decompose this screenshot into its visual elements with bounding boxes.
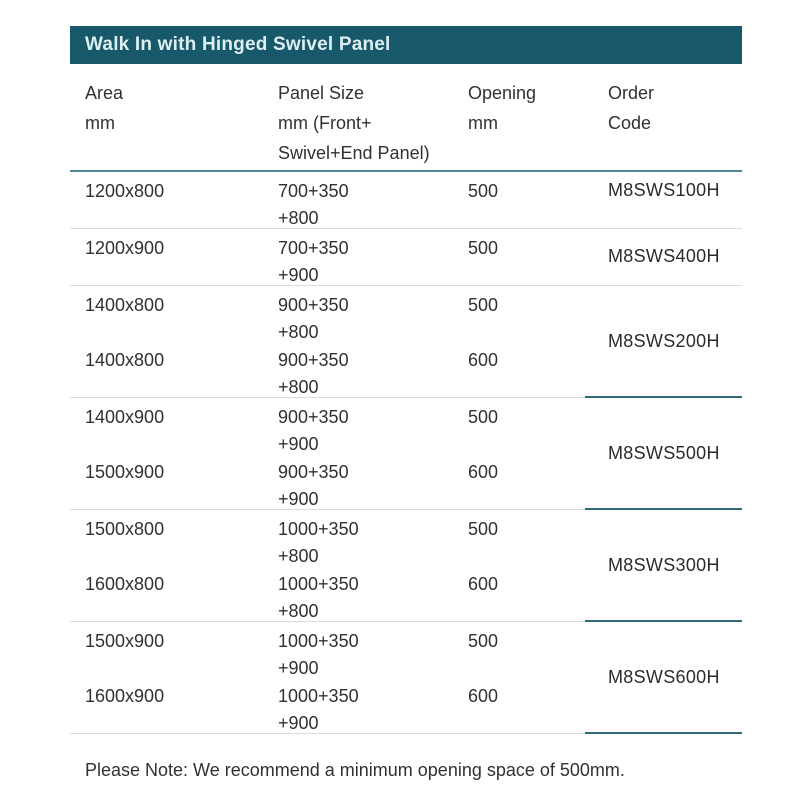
row-separator [70, 732, 742, 734]
order-code-cell: M8SWS300H [608, 554, 720, 575]
opening-cell: 500 [468, 519, 499, 539]
panel-size-cell [278, 229, 468, 284]
panel-size-line: 1000+350 [278, 519, 359, 539]
opening-cell: 600 [468, 574, 499, 594]
table-row-group [70, 622, 742, 732]
panel-size-cell [278, 677, 468, 732]
panel-size-cell [278, 172, 468, 227]
area-cell: 1500x900 [85, 631, 165, 651]
panel-size-line: +800 [278, 601, 319, 621]
panel-size-line: 900+350 [278, 295, 349, 315]
column-header-line: Order [608, 83, 655, 103]
column-header-area [85, 78, 278, 170]
panel-size-line: 900+350 [278, 462, 349, 482]
area-cell: 1400x900 [85, 407, 165, 427]
panel-size-cell [278, 286, 468, 341]
column-header-opening [468, 78, 608, 170]
column-header-line: Area [85, 83, 124, 103]
opening-cell: 500 [468, 181, 499, 201]
panel-size-line: +800 [278, 322, 319, 342]
panel-size-line: 900+350 [278, 407, 349, 427]
panel-size-cell [278, 510, 468, 565]
column-header-line: Swivel+End Panel) [278, 143, 430, 163]
panel-size-line: 1000+350 [278, 631, 359, 651]
table-title-bar [70, 26, 742, 64]
area-cell: 1600x900 [85, 686, 165, 706]
panel-size-line: +900 [278, 489, 319, 509]
table-body [70, 172, 742, 734]
order-code-cell: M8SWS400H [608, 246, 720, 266]
order-code-cell: M8SWS200H [608, 330, 720, 351]
panel-size-cell [278, 341, 468, 396]
panel-size-cell [278, 453, 468, 508]
column-header-line: Opening [468, 83, 537, 103]
order-code-cell: M8SWS600H [608, 666, 720, 687]
table-title: Walk In with Hinged Swivel Panel [85, 34, 391, 55]
panel-size-line: 1000+350 [278, 686, 359, 706]
panel-size-line: 900+350 [278, 350, 349, 370]
table-row-group [70, 172, 742, 227]
column-header-line: Panel Size [278, 83, 365, 103]
column-header-line: mm [85, 113, 115, 133]
opening-cell: 600 [468, 350, 499, 370]
panel-size-line: +800 [278, 377, 319, 397]
panel-size-line: +900 [278, 265, 319, 285]
column-header-line: mm (Front+ [278, 113, 372, 133]
opening-cell: 600 [468, 462, 499, 482]
area-cell: 1400x800 [85, 295, 165, 315]
table-row-group [70, 229, 742, 284]
panel-size-line: +800 [278, 546, 319, 566]
panel-size-cell [278, 622, 468, 677]
area-cell: 1500x800 [85, 519, 165, 539]
panel-size-line: +900 [278, 658, 319, 678]
panel-size-line: 1000+350 [278, 574, 359, 594]
column-header-line: Code [608, 113, 652, 133]
column-header-row [70, 64, 742, 170]
note-text: Please Note: We recommend a minimum opening space of 500mm. [85, 760, 625, 780]
area-cell: 1600x800 [85, 574, 165, 594]
panel-size-line: +800 [278, 208, 319, 228]
table-row-group [70, 398, 742, 508]
table-row-group [70, 286, 742, 396]
order-code-cell: M8SWS500H [608, 442, 720, 463]
panel-size-cell [278, 565, 468, 620]
panel-size-line: 700+350 [278, 238, 349, 258]
area-cell: 1200x800 [85, 181, 165, 201]
panel-size-cell [278, 398, 468, 453]
order-code-cell: M8SWS100H [608, 180, 720, 200]
panel-size-line: 700+350 [278, 181, 349, 201]
area-cell: 1400x800 [85, 350, 165, 370]
table-row-group [70, 510, 742, 620]
column-header-order-code [608, 78, 742, 170]
opening-cell: 500 [468, 295, 499, 315]
opening-cell: 500 [468, 238, 499, 258]
opening-cell: 500 [468, 631, 499, 651]
row-separator-light [70, 733, 585, 734]
area-cell: 1500x900 [85, 462, 165, 482]
order-code-underline [585, 732, 742, 734]
column-header-panel-size [278, 78, 468, 170]
column-header-line: mm [468, 113, 498, 133]
panel-size-line: +900 [278, 713, 319, 733]
spec-table [70, 26, 742, 781]
panel-size-line: +900 [278, 434, 319, 454]
opening-cell: 600 [468, 686, 499, 706]
area-cell: 1200x900 [85, 238, 165, 258]
opening-cell: 500 [468, 407, 499, 427]
